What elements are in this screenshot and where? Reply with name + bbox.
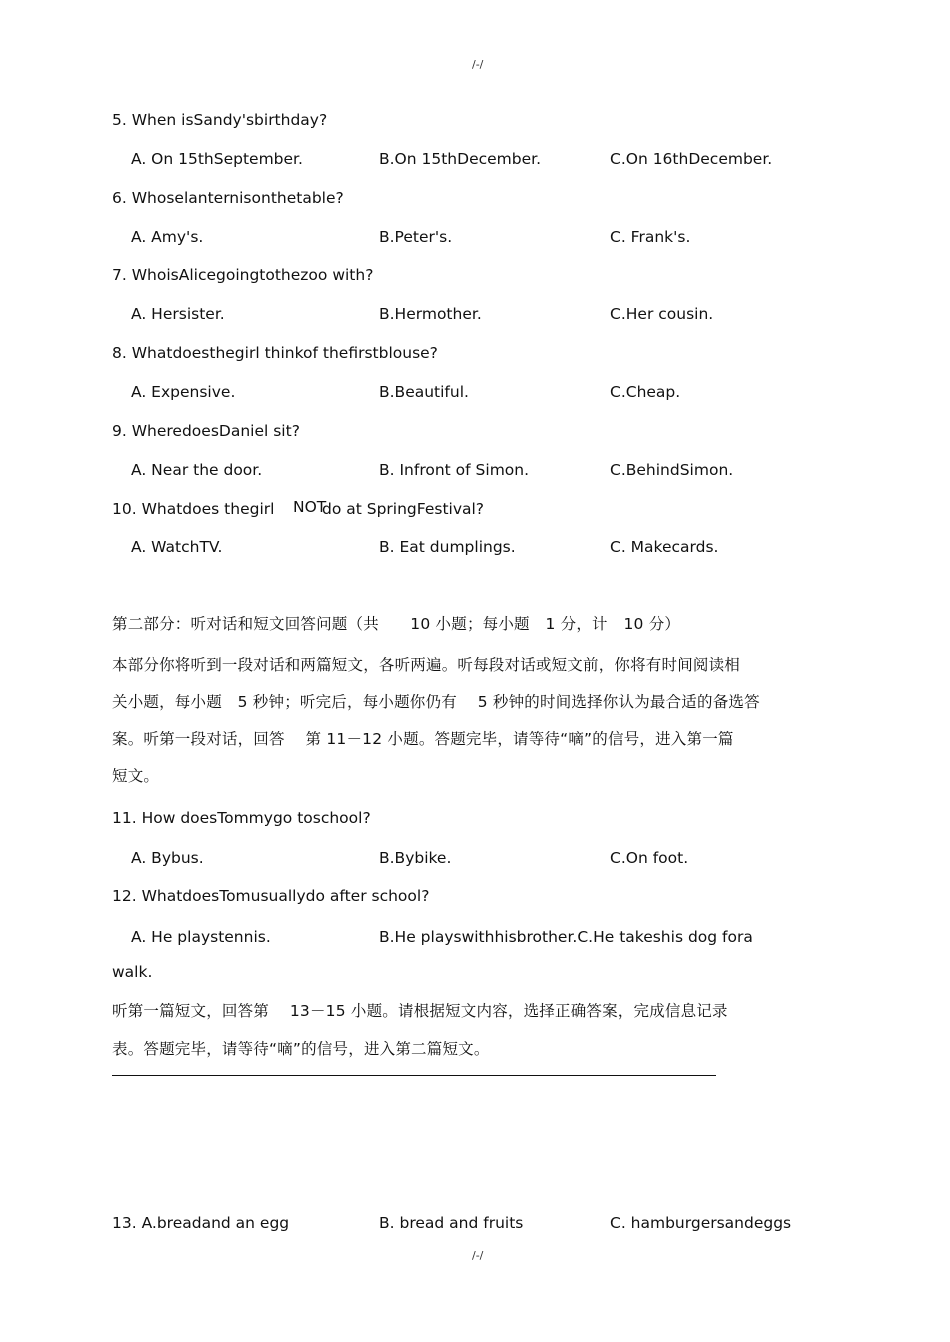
q11-option-c: C.On foot. (610, 849, 689, 867)
q13-option-a: 13. A.breadand an egg (112, 1214, 290, 1232)
question-5: 5. When isSandy'sbirthday? (112, 111, 328, 129)
question-12: 12. WhatdoesTomusuallydo after school? (112, 887, 430, 905)
question-10-start: 10. Whatdoes thegirl (112, 500, 275, 518)
question-11: 11. How doesTommygo toschool? (112, 809, 371, 827)
q6-option-c: C. Frank's. (610, 228, 691, 246)
q6-option-a: A. Amy's. (131, 228, 204, 246)
part2-title: 第二部分：听对话和短文回答问题（共 10 小题；每小题 1 分，计 10 分） (112, 615, 681, 633)
q5-option-b: B.On 15thDecember. (379, 150, 542, 168)
passage-instruction-line-2: 表。答题完毕，请等待“嘀”的信号，进入第二篇短文。 (112, 1040, 490, 1058)
q6-option-b: B.Peter's. (379, 228, 453, 246)
q9-option-b: B. Infront of Simon. (379, 461, 530, 479)
part2-instruction-line-4: 短文。 (112, 767, 160, 785)
part2-instruction-line-1: 本部分你将听到一段对话和两篇短文，各听两遍。听每段对话或短文前，你将有时间阅读相 (112, 656, 741, 674)
q12-option-a: A. He playstennis. (131, 928, 271, 946)
q10-option-a: A. WatchTV. (131, 538, 223, 556)
q11-option-b: B.Bybike. (379, 849, 452, 867)
question-9: 9. WheredoesDaniel sit? (112, 422, 300, 440)
question-10-not: NOT (293, 498, 327, 516)
q8-option-c: C.Cheap. (610, 383, 681, 401)
q12-option-c-wrap: walk. (112, 963, 153, 981)
q5-option-c: C.On 16thDecember. (610, 150, 773, 168)
passage-instruction-line-1: 听第一篇短文，回答第 13－15 小题。请根据短文内容，选择正确答案，完成信息记录 (112, 1002, 728, 1020)
part2-instruction-line-3: 案。听第一段对话，回答 第 11－12 小题。答题完毕，请等待“嘀”的信号，进入第一篇 (112, 730, 734, 748)
q10-option-b: B. Eat dumplings. (379, 538, 516, 556)
page-header-mark: /-/ (472, 58, 484, 71)
q9-option-a: A. Near the door. (131, 461, 263, 479)
q11-option-a: A. Bybus. (131, 849, 204, 867)
q7-option-b: B.Hermother. (379, 305, 482, 323)
q8-option-b: B.Beautiful. (379, 383, 469, 401)
question-10-end: do at SpringFestival? (322, 500, 485, 518)
divider-line (112, 1075, 716, 1076)
page-footer-mark: /-/ (472, 1249, 484, 1262)
q10-option-c: C. Makecards. (610, 538, 719, 556)
question-7: 7. WhoisAlicegoingtothezoo with? (112, 266, 374, 284)
q13-option-c: C. hamburgersandeggs (610, 1214, 792, 1232)
q9-option-c: C.BehindSimon. (610, 461, 734, 479)
q12-option-b-c: B.He playswithhisbrother.C.He takeshis dog fora (379, 928, 753, 946)
q7-option-a: A. Hersister. (131, 305, 225, 323)
q5-option-a: A. On 15thSeptember. (131, 150, 303, 168)
question-8: 8. Whatdoesthegirl thinkof thefirstblouse? (112, 344, 438, 362)
q8-option-a: A. Expensive. (131, 383, 236, 401)
q7-option-c: C.Her cousin. (610, 305, 714, 323)
question-6: 6. Whoselanternisonthetable? (112, 189, 344, 207)
part2-instruction-line-2: 关小题，每小题 5 秒钟；听完后，每小题你仍有 5 秒钟的时间选择你认为最合适的备选答 (112, 693, 760, 711)
q13-option-b: B. bread and fruits (379, 1214, 524, 1232)
